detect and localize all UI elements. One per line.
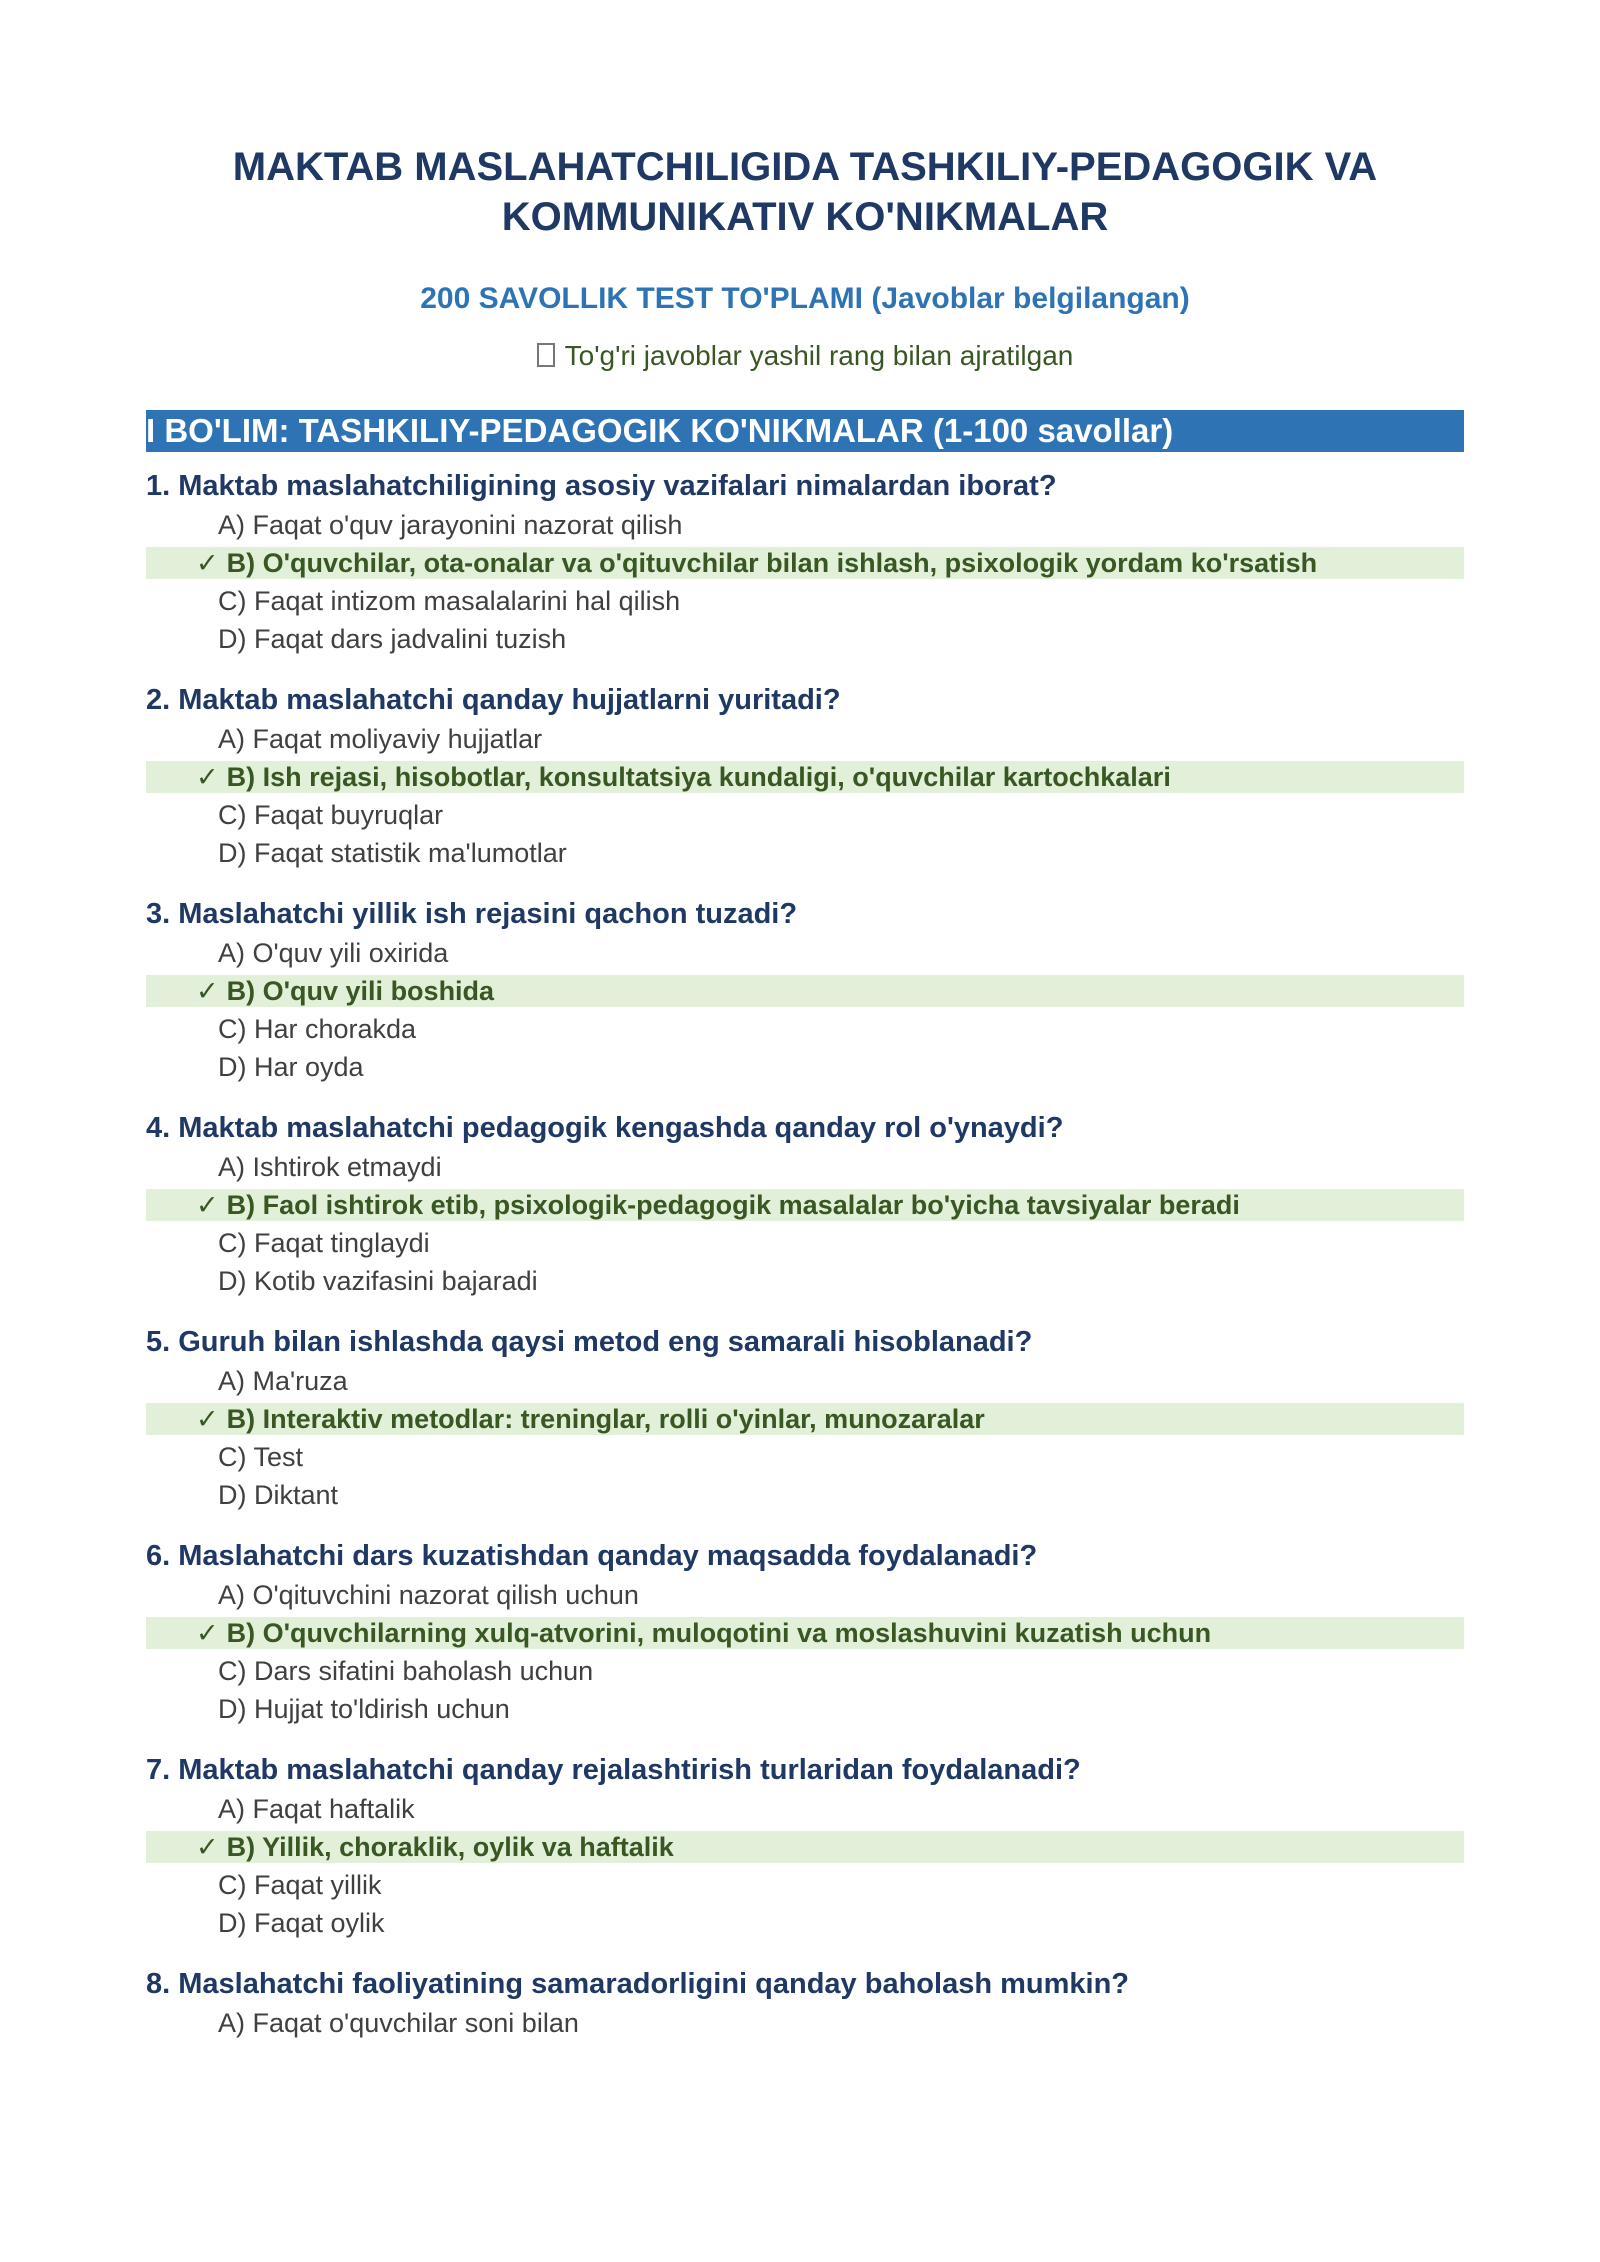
correct-answer-option	[146, 1403, 1464, 1435]
check-icon: ✓	[196, 1618, 219, 1648]
document-subtitle: 200 SAVOLLIK TEST TO'PLAMI (Javoblar belgilangan)	[420, 282, 1190, 315]
question-list	[146, 466, 1464, 2042]
answer-option	[146, 1790, 1464, 1828]
title-line-2: KOMMUNIKATIV KO'NIKMALAR	[501, 195, 1109, 239]
answer-option-text: B) O'quvchilarning xulq-atvorini, muloqotini va moslashuvini kuzatish uchun	[226, 1618, 1212, 1648]
check-icon: ✓	[196, 548, 219, 578]
answer-option	[146, 2004, 1464, 2042]
answer-option-text: B) O'quvchilar, ota-onalar va o'qituvchilar bilan ishlash, psixologik yordam ko'rsatish	[226, 548, 1318, 578]
answer-option-text: B) Yillik, choraklik, oylik va haftalik	[226, 1832, 674, 1862]
answer-option	[146, 620, 1464, 658]
correct-answer-option	[146, 1617, 1464, 1649]
answer-option-text: C) Har chorakda	[218, 1014, 417, 1044]
answer-option-text: C) Faqat tinglaydi	[218, 1228, 430, 1258]
question-item	[146, 1536, 1464, 1728]
answer-option	[146, 934, 1464, 972]
answer-option-text: B) Faol ishtirok etib, psixologik-pedagogik masalalar bo'yicha tavsiyalar beradi	[226, 1190, 1240, 1220]
question-item	[146, 1750, 1464, 1942]
legend-note-text: To'g'ri javoblar yashil rang bilan ajratilgan	[564, 340, 1074, 371]
answer-option-text: C) Dars sifatini baholash uchun	[218, 1656, 594, 1686]
check-icon: ✓	[196, 1832, 219, 1862]
answer-option	[146, 1010, 1464, 1048]
answer-option	[146, 1362, 1464, 1400]
answer-option	[146, 1576, 1464, 1614]
question-text: 7. Maktab maslahatchi qanday rejalashtirish turlaridan foydalanadi?	[146, 1754, 1081, 1786]
answer-option-text: A) Faqat moliyaviy hujjatlar	[218, 724, 543, 754]
answer-option-text: C) Faqat yillik	[218, 1870, 382, 1900]
question-item	[146, 894, 1464, 1086]
question-item	[146, 1108, 1464, 1300]
answer-option-text: A) Faqat o'quv jarayonini nazorat qilish	[218, 510, 683, 540]
answer-option-text: B) O'quv yili boshida	[226, 976, 495, 1006]
answer-option	[146, 1262, 1464, 1300]
answer-option	[146, 1224, 1464, 1262]
answer-option-text: D) Faqat dars jadvalini tuzish	[218, 624, 567, 654]
title-line-1: MAKTAB MASLAHATCHILIGIDA TASHKILIY-PEDAGOGIK VA	[232, 145, 1378, 189]
question-text: 8. Maslahatchi faoliyatining samaradorligini qanday baholash mumkin?	[146, 1968, 1129, 2000]
answer-option	[146, 1652, 1464, 1690]
question-item	[146, 680, 1464, 872]
answer-option-text: A) O'quv yili oxirida	[218, 938, 449, 968]
answer-option-text: A) Faqat o'quvchilar soni bilan	[218, 2008, 579, 2038]
answer-option-text: B) Interaktiv metodlar: treninglar, rolli o'yinlar, munozaralar	[226, 1404, 985, 1434]
correct-answer-option	[146, 547, 1464, 579]
answer-option-text: D) Faqat oylik	[218, 1908, 385, 1938]
answer-option	[146, 1148, 1464, 1186]
question-text: 5. Guruh bilan ishlashda qaysi metod eng samarali hisoblanadi?	[146, 1326, 1033, 1358]
answer-option	[146, 796, 1464, 834]
document-title	[146, 142, 1464, 242]
answer-option	[146, 1438, 1464, 1476]
missing-glyph-icon	[537, 343, 555, 367]
answer-option	[146, 834, 1464, 872]
answer-option	[146, 582, 1464, 620]
legend-note	[146, 340, 1464, 372]
question-text: 6. Maslahatchi dars kuzatishdan qanday maqsadda foydalanadi?	[146, 1540, 1038, 1572]
check-icon: ✓	[196, 976, 219, 1006]
answer-option	[146, 1476, 1464, 1514]
answer-option-text: D) Diktant	[218, 1480, 339, 1510]
check-icon: ✓	[196, 762, 219, 792]
question-item	[146, 466, 1464, 658]
answer-option-text: C) Faqat buyruqlar	[218, 800, 444, 830]
answer-option-text: C) Faqat intizom masalalarini hal qilish	[218, 586, 681, 616]
check-icon: ✓	[196, 1190, 219, 1220]
answer-option	[146, 720, 1464, 758]
answer-option	[146, 1904, 1464, 1942]
question-text: 1. Maktab maslahatchiligining asosiy vazifalari nimalardan iborat?	[146, 470, 1057, 502]
answer-option	[146, 1866, 1464, 1904]
section-heading: I BO'LIM: TASHKILIY-PEDAGOGIK KO'NIKMALAR (1-100 savollar)	[146, 410, 1464, 452]
answer-option-text: A) Ma'ruza	[218, 1366, 348, 1396]
correct-answer-option	[146, 1831, 1464, 1863]
question-text: 4. Maktab maslahatchi pedagogik kengashda qanday rol o'ynaydi?	[146, 1112, 1064, 1144]
answer-option-text: D) Faqat statistik ma'lumotlar	[218, 838, 567, 868]
correct-answer-option	[146, 1189, 1464, 1221]
question-item	[146, 1964, 1464, 2042]
correct-answer-option	[146, 975, 1464, 1007]
answer-option-text: B) Ish rejasi, hisobotlar, konsultatsiya kundaligi, o'quvchilar kartochkalari	[226, 762, 1171, 792]
question-text: 2. Maktab maslahatchi qanday hujjatlarni yuritadi?	[146, 684, 841, 716]
answer-option-text: D) Har oyda	[218, 1052, 364, 1082]
check-icon: ✓	[196, 1404, 219, 1434]
answer-option	[146, 506, 1464, 544]
answer-option-text: A) O'qituvchini nazorat qilish uchun	[218, 1580, 639, 1610]
document-page	[146, 142, 1464, 2064]
answer-option-text: A) Faqat haftalik	[218, 1794, 415, 1824]
answer-option-text: C) Test	[218, 1442, 304, 1472]
answer-option	[146, 1048, 1464, 1086]
answer-option	[146, 1690, 1464, 1728]
question-item	[146, 1322, 1464, 1514]
question-text: 3. Maslahatchi yillik ish rejasini qachon tuzadi?	[146, 898, 798, 930]
correct-answer-option	[146, 761, 1464, 793]
answer-option-text: D) Kotib vazifasini bajaradi	[218, 1266, 538, 1296]
answer-option-text: D) Hujjat to'ldirish uchun	[218, 1694, 510, 1724]
answer-option-text: A) Ishtirok etmaydi	[218, 1152, 442, 1182]
